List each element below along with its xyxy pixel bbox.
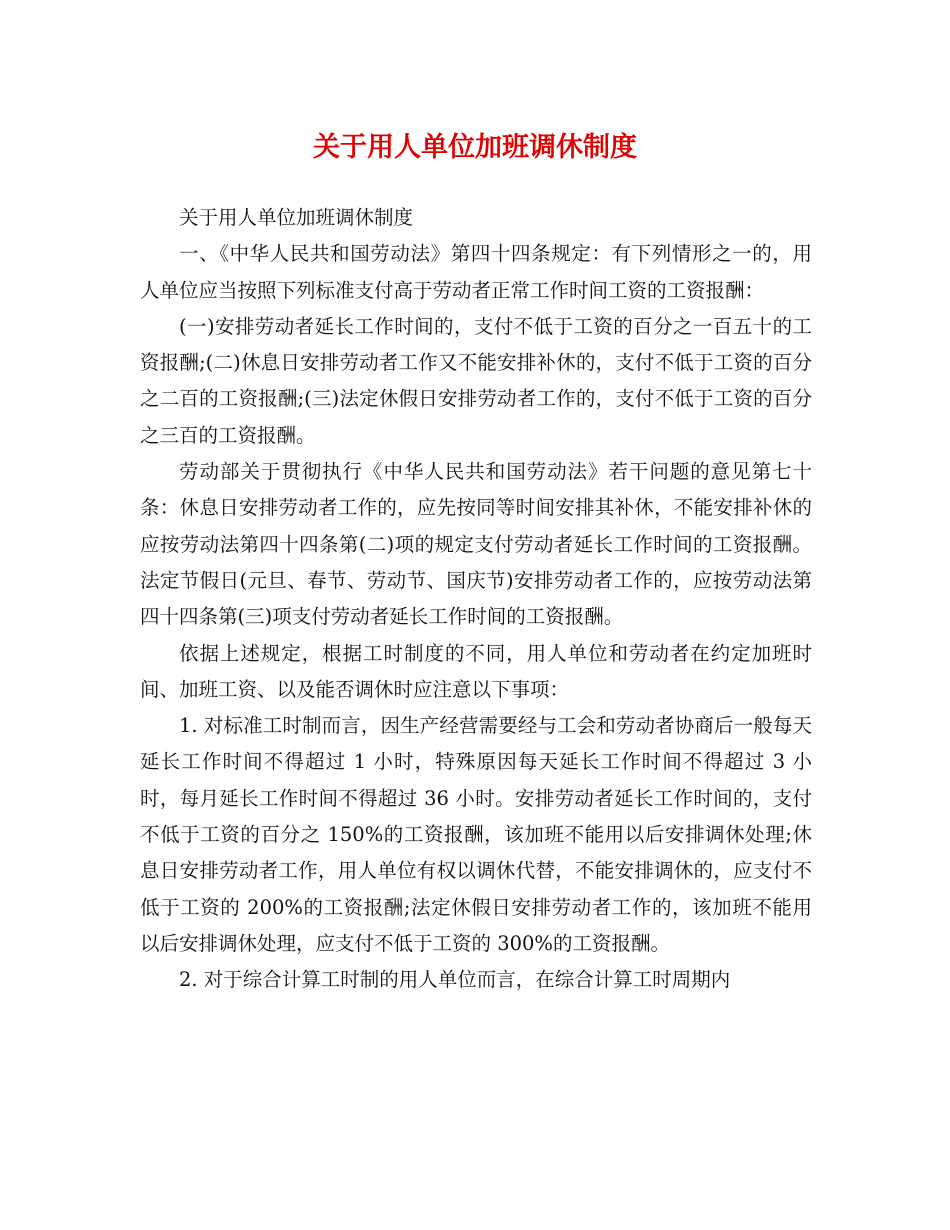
paragraph-article-70-opinion: 劳动部关于贯彻执行《中华人民共和国劳动法》若干问题的意见第七十条：休息日安排劳动者工作的，应先按同等时间安排其补休，不能安排补休的应按劳动法第四十四条第(二)项的规定支付劳动者延长工作时间的工资报酬。法定节假日(元旦、春节、劳动节、国庆节)安排劳动者工作的，应按劳动法第四十四条第(三)项支付劳动者延长工作时间的工资报酬。 bbox=[140, 460, 812, 629]
paragraph-item-1-standard-hours: 1. 对标准工时制而言，因生产经营需要经与工会和劳动者协商后一般每天延长工作时间不得超过 1 小时，特殊原因每天延长工作时间不得超过 3 小时，每月延长工作时间不得超过 36 小时。安排劳动者延长工作时间的，支付不低于工资的百分之 150%的工资报酬，该加班不能用以后安排调休处理;休息日安排劳动者工作，用人单位有权以调休代替，不能安排调休的，应支付不低于工资的 200%的工资报酬;法定休假日安排劳动者工作的，该加班不能用以后安排调休处理，应支付不低于工资的 300%的工资报酬。 bbox=[140, 714, 812, 955]
document-body bbox=[140, 200, 812, 999]
paragraph-item-2-comprehensive-hours: 2. 对于综合计算工时制的用人单位而言，在综合计算工时周期内 bbox=[179, 968, 731, 992]
paragraph-notes-intro: 依据上述规定，根据工时制度的不同，用人单位和劳动者在约定加班时间、加班工资、以及能否调休时应注意以下事项： bbox=[140, 641, 812, 701]
paragraph-heading: 关于用人单位加班调休制度 bbox=[179, 206, 414, 229]
document-title: 关于用人单位加班调休制度 bbox=[313, 132, 637, 163]
paragraph-pay-standards: (一)安排劳动者延长工作时间的，支付不低于工资的百分之一百五十的工资报酬;(二)休息日安排劳动者工作又不能安排补休的，支付不低于工资的百分之二百的工资报酬;(三)法定休假日安排劳动者工作的，支付不低于工资的百分之三百的工资报酬。 bbox=[140, 314, 812, 447]
paragraph-labor-law-article-44: 一、《中华人民共和国劳动法》第四十四条规定：有下列情形之一的，用人单位应当按照下列标准支付高于劳动者正常工作时间工资的工资报酬： bbox=[140, 242, 812, 302]
